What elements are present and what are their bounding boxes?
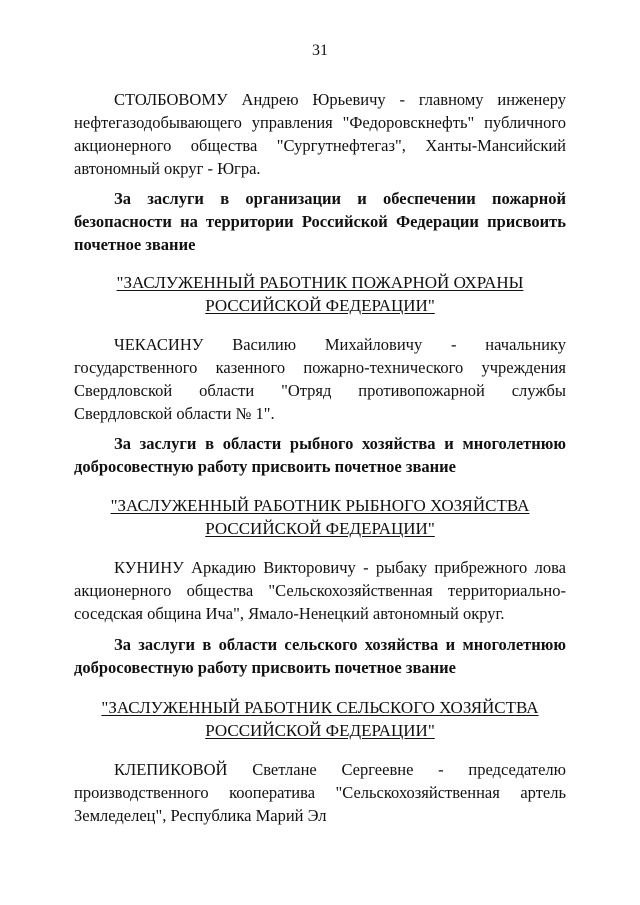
title-line: "ЗАСЛУЖЕННЫЙ РАБОТНИК ПОЖАРНОЙ ОХРАНЫ (116, 273, 524, 292)
text-line: СТОЛБОВОМУ Андрею Юрьевичу - главному инженеру (114, 90, 566, 109)
text-line: безопасности на территории Российской Федерации присвоить (74, 212, 566, 231)
text-line: акционерного общества "Сургутнефтегаз", Ханты-Мансийский (74, 136, 566, 155)
merit-paragraph-agriculture (74, 633, 566, 679)
recipient-paragraph-stolbovoy (74, 88, 566, 180)
text-line: добросовестную работу присвоить почетное звание (74, 658, 456, 677)
merit-paragraph-fire-safety (74, 187, 566, 256)
title-line: "ЗАСЛУЖЕННЫЙ РАБОТНИК СЕЛЬСКОГО ХОЗЯЙСТВА (101, 698, 539, 717)
text-line: За заслуги в организации и обеспечении пожарной (114, 189, 566, 208)
title-line: РОССИЙСКОЙ ФЕДЕРАЦИИ" (205, 519, 435, 538)
text-line: За заслуги в области сельского хозяйства и многолетнюю (114, 635, 566, 654)
title-line: РОССИЙСКОЙ ФЕДЕРАЦИИ" (205, 296, 435, 315)
text-line: За заслуги в области рыбного хозяйства и многолетнюю (114, 434, 566, 453)
recipient-paragraph-kunin (74, 556, 566, 625)
award-title-fire-protection (74, 271, 566, 317)
award-title-fisheries (74, 494, 566, 540)
text-line: нефтегазодобывающего управления "Федоровскнефть" публичного (74, 113, 566, 132)
text-line: добросовестную работу присвоить почетное звание (74, 457, 456, 476)
text-line: почетное звание (74, 235, 196, 254)
text-line: ЧЕКАСИНУ Василию Михайловичу - начальнику (114, 335, 566, 354)
text-line: автономный округ - Югра. (74, 159, 261, 178)
text-line: акционерного общества "Сельскохозяйственная территориально- (74, 581, 566, 600)
text-line: Земледелец", Республика Марий Эл (74, 806, 327, 825)
recipient-paragraph-klepikova (74, 758, 566, 827)
text-line: производственного кооператива "Сельскохозяйственная артель (74, 783, 566, 802)
text-line: Свердловской области "Отряд противопожарной службы (74, 381, 566, 400)
recipient-paragraph-chekasin (74, 333, 566, 425)
text-line: Свердловской области № 1". (74, 404, 275, 423)
text-line: КУНИНУ Аркадию Викторовичу - рыбаку прибрежного лова (114, 558, 566, 577)
title-line: "ЗАСЛУЖЕННЫЙ РАБОТНИК РЫБНОГО ХОЗЯЙСТВА (110, 496, 530, 515)
award-title-agriculture (74, 696, 566, 742)
page-number: 31 (312, 42, 328, 59)
merit-paragraph-fisheries (74, 432, 566, 478)
title-line: РОССИЙСКОЙ ФЕДЕРАЦИИ" (205, 721, 435, 740)
text-line: КЛЕПИКОВОЙ Светлане Сергеевне - председателю (114, 760, 566, 779)
text-line: государственного казенного пожарно-технического учреждения (74, 358, 566, 377)
text-line: соседская община Ича", Ямало-Ненецкий автономный округ. (74, 604, 505, 623)
